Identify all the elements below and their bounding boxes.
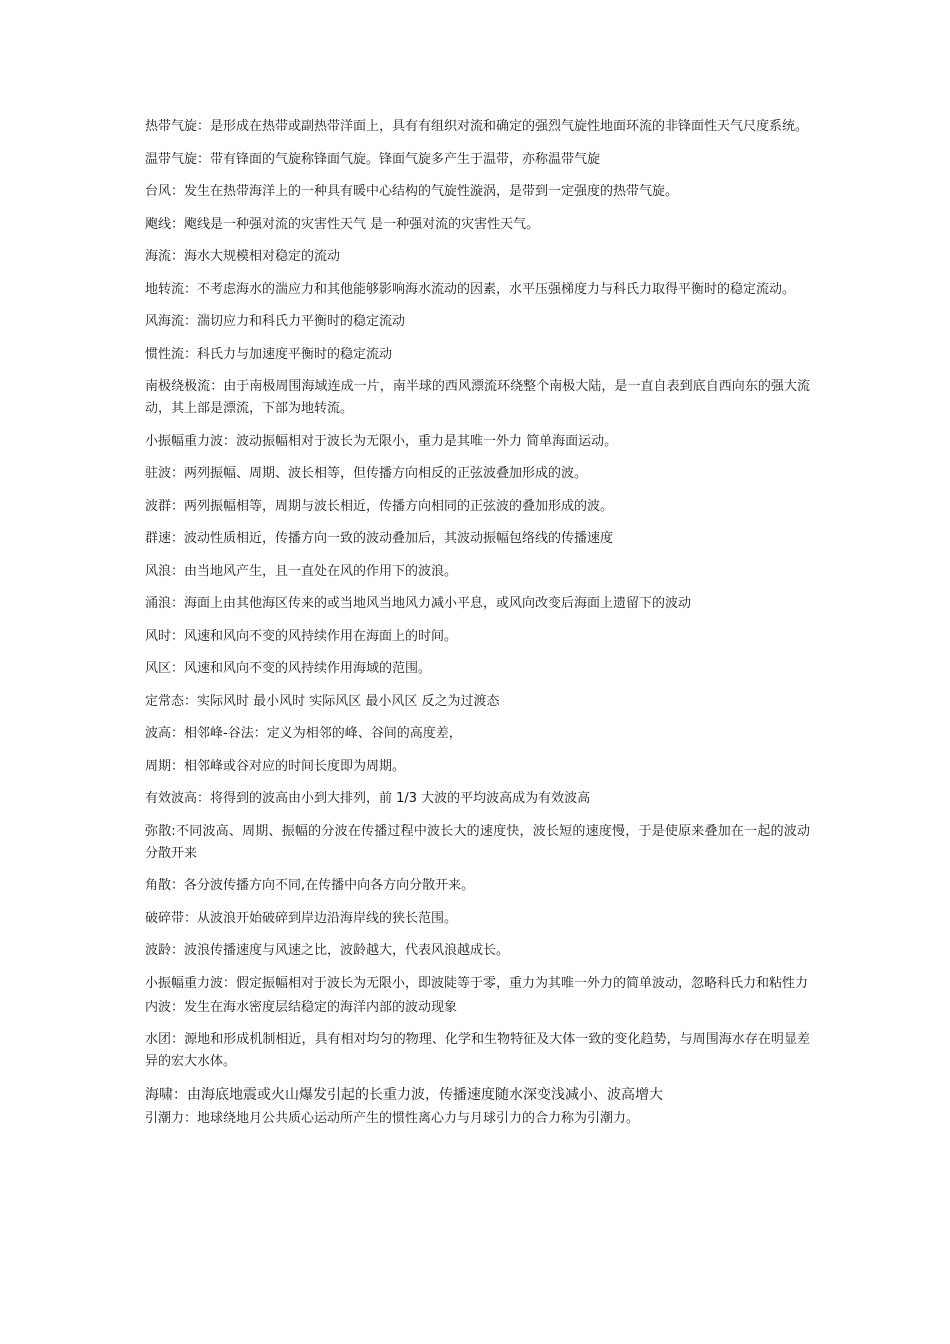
definition-paragraph: 小振幅重力波：波动振幅相对于波长为无限小，重力是其唯一外力 简单海面运动。: [145, 433, 618, 449]
definition-paragraph: 周期：相邻峰或谷对应的时间长度即为周期。: [145, 758, 406, 774]
definition-paragraph: 驻波：两列振幅、周期、波长相等，但传播方向相反的正弦波叠加形成的波。: [145, 466, 588, 481]
definition-paragraph: 有效波高：将得到的波高由小到大排列，前 1/3 大波的平均波高成为有效波高: [145, 791, 591, 806]
definition-paragraph: 台风：发生在热带海洋上的一种具有暖中心结构的气旋性漩涡，是带到一定强度的热带气旋。: [145, 184, 679, 199]
definition-paragraph: 小振幅重力波：假定振幅相对于波长为无限小，即波陡等于零，重力为其唯一外力的简单波动，忽略科氏力和粘性力: [145, 975, 809, 991]
definition-paragraph: 温带气旋：带有锋面的气旋称锋面气旋。锋面气旋多产生于温带，亦称温带气旋: [145, 151, 601, 167]
definition-paragraph: 地转流：不考虑海水的湍应力和其他能够影响海水流动的因素，水平压强梯度力与科氏力取得平衡时的稳定流动。: [145, 281, 796, 297]
definition-paragraph: 风区：风速和风向不变的风持续作用海域的范围。: [145, 661, 432, 676]
definition-paragraph: 角散：各分波传播方向不同,在传播中向各方向分散开来。: [145, 878, 475, 893]
definition-paragraph: 热带气旋：是形成在热带或副热带洋面上，具有有组织对流和确定的强烈气旋性地面环流的非锋面性天气尺度系统。: [145, 119, 809, 134]
definition-paragraph: 风浪：由当地风产生，且一直处在风的作用下的波浪。: [145, 563, 458, 579]
definition-paragraph: 风海流：湍切应力和科氏力平衡时的稳定流动: [145, 314, 406, 329]
definition-paragraph: 波龄：波浪传播速度与风速之比，波龄越大，代表风浪越成长。: [145, 943, 510, 958]
definition-paragraph: 海流：海水大规模相对稳定的流动: [145, 249, 341, 264]
definition-paragraph: 弥散:不同波高、周期、振幅的分波在传播过程中波长大的速度快，波长短的速度慢，于是使原来叠加在一起的波动分散开来: [145, 823, 810, 861]
definition-paragraph: 定常态：实际风时 最小风时 实际风区 最小风区 反之为过渡态: [145, 693, 500, 709]
definition-paragraph: 涌浪：海面上由其他海区传来的或当地风当地风力减小平息，或风向改变后海面上遗留下的波动: [145, 596, 692, 611]
definition-paragraph: 波群：两列振幅相等，周期与波长相近，传播方向相同的正弦波的叠加形成的波。: [145, 498, 614, 514]
definition-paragraph: 破碎带：从波浪开始破碎到岸边沿海岸线的狭长范围。: [145, 910, 458, 926]
definition-paragraph: 惯性流：科氏力与加速度平衡时的稳定流动: [145, 346, 393, 362]
definition-paragraph: 群速：波动性质相近，传播方向一致的波动叠加后，其波动振幅包络线的传播速度: [145, 531, 614, 546]
definition-paragraph: 飑线：飑线是一种强对流的灾害性天气 是一种强对流的灾害性天气。: [145, 216, 540, 232]
definition-paragraph: 南极绕极流：由于南极周围海域连成一片，南半球的西风漂流环绕整个南极大陆，是一直自表到底自西向东的强大流动，其上部是漂流，下部为地转流。: [145, 379, 810, 416]
definition-paragraph: 内波：发生在海水密度层结稳定的海洋内部的波动现象: [145, 999, 458, 1015]
document-body: [145, 116, 810, 1130]
definition-paragraph: 波高：相邻峰-谷法：定义为相邻的峰、谷间的高度差，: [145, 726, 462, 741]
definition-paragraph: 水团：源地和形成机制相近，具有相对均匀的物理、化学和生物特征及大体一致的变化趋势，与周围海水存在明显差异的宏大水体。: [145, 1032, 810, 1069]
definition-paragraph: 海啸：由海底地震或火山爆发引起的长重力波，传播速度随水深变浅减小、波高增大: [145, 1086, 663, 1103]
definition-paragraph: 引潮力：地球绕地月公共质心运动所产生的惯性离心力与月球引力的合力称为引潮力。: [145, 1110, 640, 1126]
definition-paragraph: 风时：风速和风向不变的风持续作用在海面上的时间。: [145, 628, 458, 644]
